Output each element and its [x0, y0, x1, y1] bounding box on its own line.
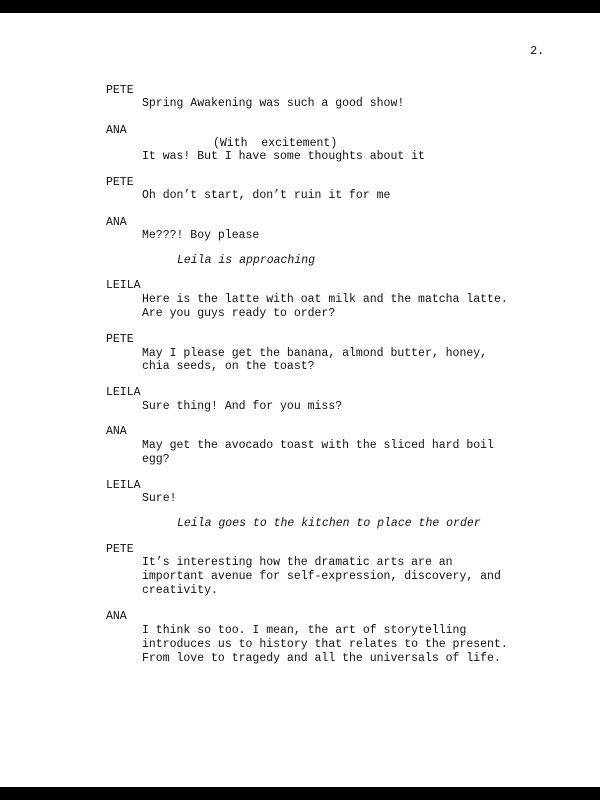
action-line: Leila is approaching: [177, 254, 316, 267]
dialogue-line: egg?: [142, 453, 170, 466]
dialogue-line: Sure!: [142, 492, 177, 505]
character-name: LEILA: [106, 386, 141, 399]
character-name: ANA: [106, 124, 127, 137]
page-number: 2.: [530, 45, 544, 58]
dialogue-line: creativity.: [142, 584, 218, 597]
dialogue-line: introduces us to history that relates to the present.: [142, 638, 508, 651]
character-name: ANA: [106, 216, 127, 229]
dialogue-line: Sure thing! And for you miss?: [142, 400, 343, 413]
character-name: ANA: [106, 610, 127, 623]
character-name: LEILA: [106, 479, 141, 492]
character-name: PETE: [106, 84, 134, 97]
dialogue-line: Spring Awakening was such a good show!: [142, 97, 405, 110]
dialogue-line: I think so too. I mean, the art of storytelling: [142, 624, 467, 637]
character-name: LEILA: [106, 279, 141, 292]
dialogue-line: From love to tragedy and all the universals of life.: [142, 652, 501, 665]
character-name: ANA: [106, 425, 127, 438]
dialogue-line: May I please get the banana, almond butter, honey,: [142, 347, 488, 360]
character-name: PETE: [106, 176, 134, 189]
character-name: PETE: [106, 543, 134, 556]
parenthetical: (With excitement): [213, 137, 338, 150]
character-name: PETE: [106, 333, 134, 346]
dialogue-line: chia seeds, on the toast?: [142, 360, 315, 373]
dialogue-line: Here is the latte with oat milk and the matcha latte.: [142, 293, 508, 306]
dialogue-line: Are you guys ready to order?: [142, 307, 336, 320]
dialogue-line: May get the avocado toast with the sliced hard boil: [142, 439, 494, 452]
dialogue-line: important avenue for self-expression, discovery, and: [142, 570, 501, 583]
dialogue-line: It was! But I have some thoughts about it: [142, 150, 425, 163]
script-page: [0, 13, 600, 787]
dialogue-line: It’s interesting how the dramatic arts are an: [142, 556, 453, 569]
dialogue-line: Oh don’t start, don’t ruin it for me: [142, 189, 391, 202]
dialogue-line: Me???! Boy please: [142, 229, 260, 242]
action-line: Leila goes to the kitchen to place the order: [177, 517, 481, 530]
